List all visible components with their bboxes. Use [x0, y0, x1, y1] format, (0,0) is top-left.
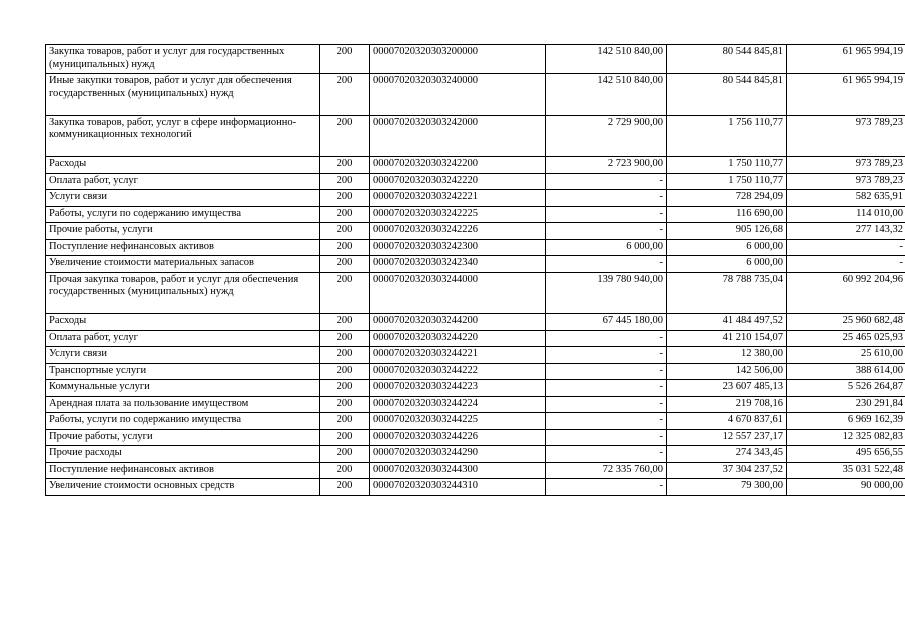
- row-classification-code-cell: 00007020320303242000: [370, 115, 546, 157]
- row-line-code-cell: 200: [320, 479, 370, 496]
- row-approved-amount-cell: -: [546, 429, 667, 446]
- row-executed-amount-cell: 80 544 845,81: [667, 74, 787, 116]
- row-name-cell: Закупка товаров, работ, услуг в сфере информационно-коммуникационных технологий: [46, 115, 320, 157]
- row-classification-code-cell: 00007020320303200000: [370, 45, 546, 74]
- row-approved-amount-cell: -: [546, 256, 667, 273]
- table-row: [46, 380, 905, 397]
- row-approved-amount-cell: 67 445 180,00: [546, 314, 667, 331]
- row-unexecuted-amount-cell: 25 465 025,93: [787, 330, 905, 347]
- row-executed-amount-cell: 78 788 735,04: [667, 272, 787, 314]
- row-name-cell: Закупка товаров, работ и услуг для государственных (муниципальных) нужд: [46, 45, 320, 74]
- row-name-cell: Поступление нефинансовых активов: [46, 462, 320, 479]
- row-classification-code-cell: 00007020320303242221: [370, 190, 546, 207]
- row-classification-code-cell: 00007020320303244226: [370, 429, 546, 446]
- table-row: [46, 74, 905, 116]
- row-executed-amount-cell: 274 343,45: [667, 446, 787, 463]
- row-unexecuted-amount-cell: 495 656,55: [787, 446, 905, 463]
- row-line-code-cell: 200: [320, 413, 370, 430]
- row-unexecuted-amount-cell: 582 635,91: [787, 190, 905, 207]
- row-line-code-cell: 200: [320, 363, 370, 380]
- table-row: [46, 45, 905, 74]
- row-name-cell: Работы, услуги по содержанию имущества: [46, 413, 320, 430]
- row-classification-code-cell: 00007020320303242226: [370, 223, 546, 240]
- table-row: [46, 462, 905, 479]
- row-name-cell: Оплата работ, услуг: [46, 173, 320, 190]
- row-unexecuted-amount-cell: 230 291,84: [787, 396, 905, 413]
- row-classification-code-cell: 00007020320303244310: [370, 479, 546, 496]
- row-executed-amount-cell: 142 506,00: [667, 363, 787, 380]
- row-executed-amount-cell: 905 126,68: [667, 223, 787, 240]
- row-unexecuted-amount-cell: 277 143,32: [787, 223, 905, 240]
- row-line-code-cell: 200: [320, 223, 370, 240]
- row-classification-code-cell: 00007020320303244225: [370, 413, 546, 430]
- row-name-cell: Услуги связи: [46, 190, 320, 207]
- row-line-code-cell: 200: [320, 157, 370, 174]
- row-name-cell: Арендная плата за пользование имуществом: [46, 396, 320, 413]
- row-executed-amount-cell: 1 750 110,77: [667, 157, 787, 174]
- row-line-code-cell: 200: [320, 115, 370, 157]
- row-executed-amount-cell: 80 544 845,81: [667, 45, 787, 74]
- row-name-cell: Транспортные услуги: [46, 363, 320, 380]
- row-unexecuted-amount-cell: 5 526 264,87: [787, 380, 905, 397]
- row-executed-amount-cell: 728 294,09: [667, 190, 787, 207]
- row-classification-code-cell: 00007020320303244200: [370, 314, 546, 331]
- row-unexecuted-amount-cell: 6 969 162,39: [787, 413, 905, 430]
- row-name-cell: Расходы: [46, 314, 320, 331]
- row-unexecuted-amount-cell: 90 000,00: [787, 479, 905, 496]
- row-line-code-cell: 200: [320, 380, 370, 397]
- row-name-cell: Иные закупки товаров, работ и услуг для обеспечения государственных (муниципальных) нужд: [46, 74, 320, 116]
- row-approved-amount-cell: -: [546, 330, 667, 347]
- row-unexecuted-amount-cell: 973 789,23: [787, 157, 905, 174]
- row-approved-amount-cell: -: [546, 190, 667, 207]
- table-row: [46, 190, 905, 207]
- row-name-cell: Увеличение стоимости материальных запасов: [46, 256, 320, 273]
- row-unexecuted-amount-cell: 973 789,23: [787, 173, 905, 190]
- row-name-cell: Коммунальные услуги: [46, 380, 320, 397]
- row-classification-code-cell: 00007020320303244223: [370, 380, 546, 397]
- row-executed-amount-cell: 6 000,00: [667, 256, 787, 273]
- row-executed-amount-cell: 6 000,00: [667, 239, 787, 256]
- row-executed-amount-cell: 41 484 497,52: [667, 314, 787, 331]
- row-executed-amount-cell: 23 607 485,13: [667, 380, 787, 397]
- row-classification-code-cell: 00007020320303242340: [370, 256, 546, 273]
- row-approved-amount-cell: -: [546, 380, 667, 397]
- row-classification-code-cell: 00007020320303244220: [370, 330, 546, 347]
- row-classification-code-cell: 00007020320303244300: [370, 462, 546, 479]
- row-approved-amount-cell: -: [546, 396, 667, 413]
- row-approved-amount-cell: 142 510 840,00: [546, 45, 667, 74]
- table-row: [46, 479, 905, 496]
- row-unexecuted-amount-cell: 12 325 082,83: [787, 429, 905, 446]
- row-approved-amount-cell: 142 510 840,00: [546, 74, 667, 116]
- row-executed-amount-cell: 1 756 110,77: [667, 115, 787, 157]
- row-executed-amount-cell: 219 708,16: [667, 396, 787, 413]
- row-name-cell: Работы, услуги по содержанию имущества: [46, 206, 320, 223]
- row-name-cell: Услуги связи: [46, 347, 320, 364]
- row-classification-code-cell: 00007020320303240000: [370, 74, 546, 116]
- row-classification-code-cell: 00007020320303242225: [370, 206, 546, 223]
- table-row: [46, 173, 905, 190]
- row-executed-amount-cell: 116 690,00: [667, 206, 787, 223]
- row-unexecuted-amount-cell: 973 789,23: [787, 115, 905, 157]
- row-approved-amount-cell: 6 000,00: [546, 239, 667, 256]
- row-unexecuted-amount-cell: 61 965 994,19: [787, 74, 905, 116]
- row-line-code-cell: 200: [320, 396, 370, 413]
- row-approved-amount-cell: 139 780 940,00: [546, 272, 667, 314]
- row-classification-code-cell: 00007020320303244290: [370, 446, 546, 463]
- table-row: [46, 256, 905, 273]
- row-executed-amount-cell: 1 750 110,77: [667, 173, 787, 190]
- row-unexecuted-amount-cell: 35 031 522,48: [787, 462, 905, 479]
- table-row: [46, 223, 905, 240]
- row-name-cell: Прочие расходы: [46, 446, 320, 463]
- row-classification-code-cell: 00007020320303244224: [370, 396, 546, 413]
- row-unexecuted-amount-cell: 25 960 682,48: [787, 314, 905, 331]
- row-name-cell: Поступление нефинансовых активов: [46, 239, 320, 256]
- row-classification-code-cell: 00007020320303242300: [370, 239, 546, 256]
- row-line-code-cell: 200: [320, 314, 370, 331]
- row-executed-amount-cell: 12 380,00: [667, 347, 787, 364]
- row-line-code-cell: 200: [320, 272, 370, 314]
- row-unexecuted-amount-cell: 25 610,00: [787, 347, 905, 364]
- budget-execution-table: [45, 44, 905, 496]
- row-approved-amount-cell: -: [546, 413, 667, 430]
- row-line-code-cell: 200: [320, 173, 370, 190]
- row-classification-code-cell: 00007020320303242200: [370, 157, 546, 174]
- row-line-code-cell: 200: [320, 446, 370, 463]
- row-line-code-cell: 200: [320, 190, 370, 207]
- row-executed-amount-cell: 79 300,00: [667, 479, 787, 496]
- row-approved-amount-cell: 2 729 900,00: [546, 115, 667, 157]
- row-name-cell: Увеличение стоимости основных средств: [46, 479, 320, 496]
- row-approved-amount-cell: -: [546, 173, 667, 190]
- row-executed-amount-cell: 4 670 837,61: [667, 413, 787, 430]
- row-line-code-cell: 200: [320, 330, 370, 347]
- row-executed-amount-cell: 12 557 237,17: [667, 429, 787, 446]
- row-classification-code-cell: 00007020320303244222: [370, 363, 546, 380]
- row-approved-amount-cell: -: [546, 363, 667, 380]
- row-line-code-cell: 200: [320, 347, 370, 364]
- row-name-cell: Расходы: [46, 157, 320, 174]
- row-name-cell: Прочие работы, услуги: [46, 223, 320, 240]
- row-approved-amount-cell: 72 335 760,00: [546, 462, 667, 479]
- row-unexecuted-amount-cell: 388 614,00: [787, 363, 905, 380]
- row-line-code-cell: 200: [320, 429, 370, 446]
- row-approved-amount-cell: -: [546, 479, 667, 496]
- row-name-cell: Прочие работы, услуги: [46, 429, 320, 446]
- row-line-code-cell: 200: [320, 74, 370, 116]
- table-body: [46, 45, 905, 496]
- row-line-code-cell: 200: [320, 256, 370, 273]
- row-line-code-cell: 200: [320, 462, 370, 479]
- row-approved-amount-cell: -: [546, 223, 667, 240]
- row-line-code-cell: 200: [320, 239, 370, 256]
- row-classification-code-cell: 00007020320303244000: [370, 272, 546, 314]
- table-row: [46, 429, 905, 446]
- row-name-cell: Оплата работ, услуг: [46, 330, 320, 347]
- table-row: [46, 330, 905, 347]
- row-unexecuted-amount-cell: 61 965 994,19: [787, 45, 905, 74]
- row-unexecuted-amount-cell: -: [787, 239, 905, 256]
- table-row: [46, 115, 905, 157]
- table-row: [46, 314, 905, 331]
- table-row: [46, 446, 905, 463]
- row-unexecuted-amount-cell: 114 010,00: [787, 206, 905, 223]
- row-executed-amount-cell: 41 210 154,07: [667, 330, 787, 347]
- table-row: [46, 413, 905, 430]
- table-row: [46, 272, 905, 314]
- row-classification-code-cell: 00007020320303244221: [370, 347, 546, 364]
- row-approved-amount-cell: 2 723 900,00: [546, 157, 667, 174]
- table-row: [46, 206, 905, 223]
- row-name-cell: Прочая закупка товаров, работ и услуг для обеспечения государственных (муниципальных) нужд: [46, 272, 320, 314]
- row-unexecuted-amount-cell: -: [787, 256, 905, 273]
- table-row: [46, 347, 905, 364]
- table-row: [46, 157, 905, 174]
- row-line-code-cell: 200: [320, 206, 370, 223]
- table-row: [46, 396, 905, 413]
- row-executed-amount-cell: 37 304 237,52: [667, 462, 787, 479]
- row-line-code-cell: 200: [320, 45, 370, 74]
- row-unexecuted-amount-cell: 60 992 204,96: [787, 272, 905, 314]
- row-approved-amount-cell: -: [546, 446, 667, 463]
- row-approved-amount-cell: -: [546, 347, 667, 364]
- row-classification-code-cell: 00007020320303242220: [370, 173, 546, 190]
- table-row: [46, 363, 905, 380]
- row-approved-amount-cell: -: [546, 206, 667, 223]
- table-row: [46, 239, 905, 256]
